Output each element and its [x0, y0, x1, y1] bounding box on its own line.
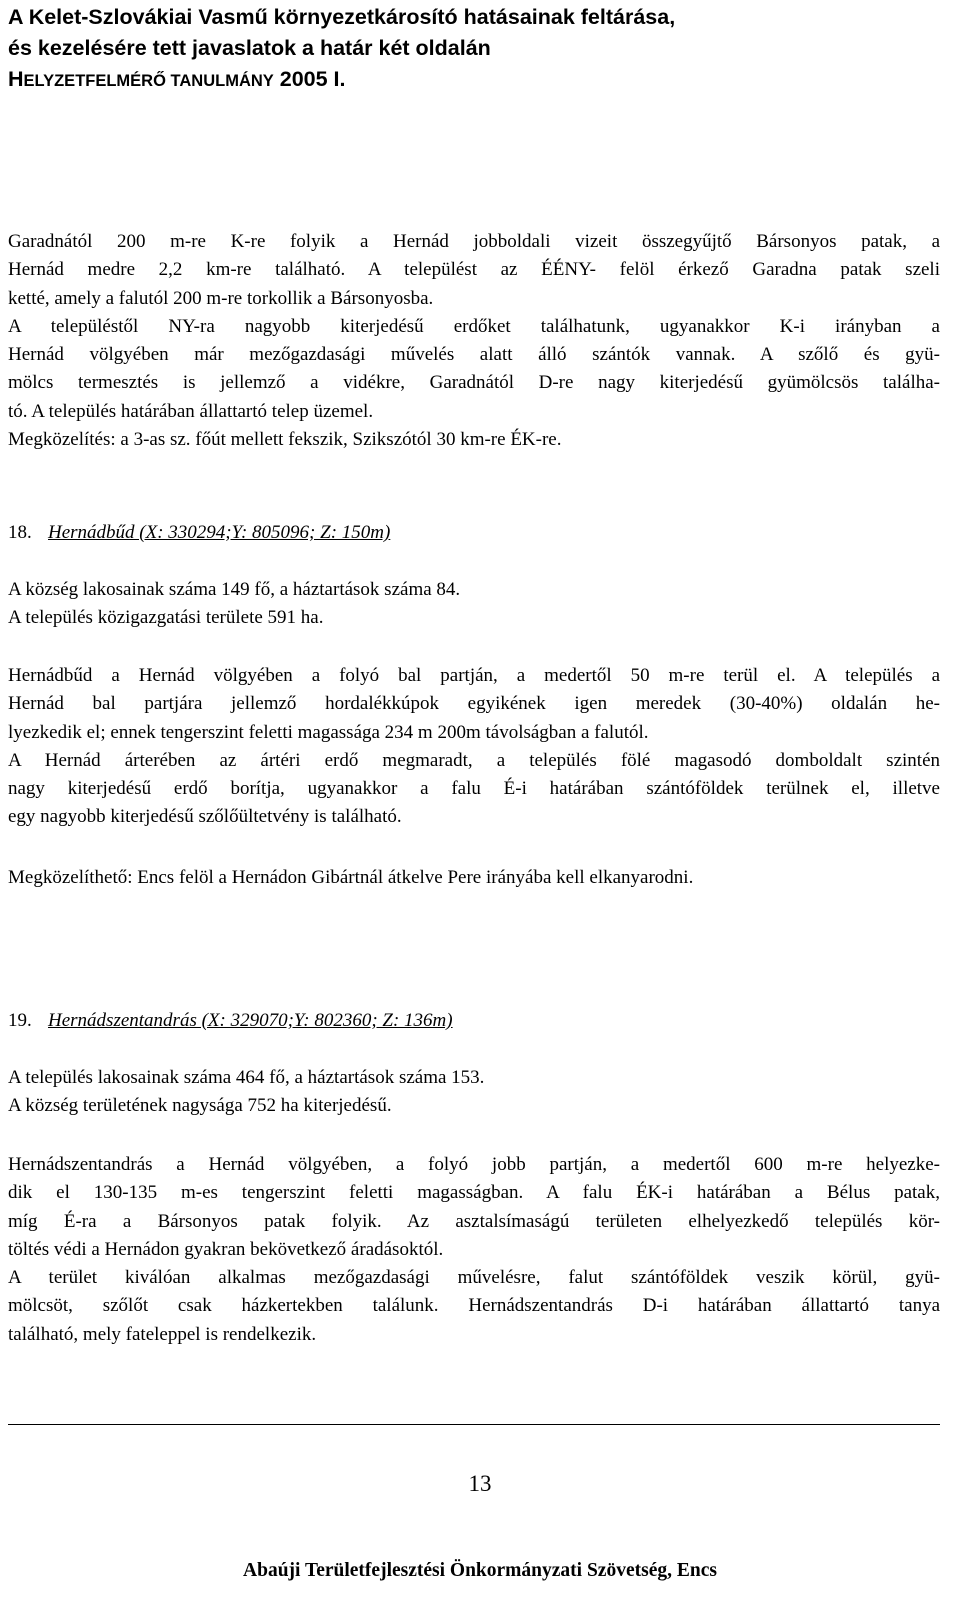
- text-line: ketté, amely a falutól 200 m-re torkollik a Bársonyosba.: [8, 287, 434, 309]
- section-number: 18.: [8, 522, 32, 543]
- text-line: A településtől NY-ra nagyobb kiterjedésű erdőket találhatunk, ugyanakkor K-i irányban a: [8, 315, 940, 337]
- text-line: Megközelíthető: Encs felöl a Hernádon Gibártnál átkelve Pere irányába kell elkanyarodni.: [8, 867, 694, 888]
- text-line: míg É-ra a Bársonyos patak folyik. Az asztalsímaságú területen elhelyezkedő település kör-: [8, 1210, 940, 1232]
- text-line: található, mely fateleppel is rendelkezik.: [8, 1323, 317, 1345]
- text-line: Hernád bal partjára jellemző hordalékkúpok egyikének igen meredek (30-40%) oldalán he-: [8, 693, 940, 715]
- section-19-description: [8, 1151, 940, 1349]
- section-heading-18: [8, 519, 390, 547]
- text-line: A terület kiválóan alkalmas mezőgazdasági művelésre, falut szántóföldek veszik körül, gyü-: [8, 1267, 940, 1289]
- text-line: Hernádszentandrás a Hernád völgyében, a folyó jobb partján, a medertől 600 m-re helyezke-: [8, 1154, 940, 1175]
- text-line: mölcs termesztés is jellemző a vidékre, Garadnától D-re nagy kiterjedésű gyümölcsös találha-: [8, 372, 940, 394]
- document-header: [8, 2, 948, 97]
- text-line: dik el 130-135 m-es tengerszint feletti magasságban. A falu ÉK-i határában a Bélus patak,: [8, 1182, 940, 1204]
- text-line: A község lakosainak száma 149 fő, a háztartások száma 84.: [8, 579, 461, 600]
- text-line: Hernádbűd a Hernád völgyében a folyó bal partján, a medertől 50 m-re terül el. A település a: [8, 665, 940, 686]
- section-19-stats: [8, 1064, 940, 1121]
- header-subtitle: HELYZETFELMÉRŐ TANULMÁNY 2005 I.: [8, 67, 346, 91]
- section-number: 19.: [8, 1010, 32, 1031]
- section-heading-19: [8, 1007, 453, 1035]
- header-title-line2: és kezelésére tett javaslatok a határ két oldalán: [8, 36, 491, 60]
- section-18-description: [8, 662, 940, 832]
- intro-paragraph: [8, 228, 940, 454]
- footer-divider: [8, 1424, 940, 1425]
- text-line: lyezkedik el; ennek tengerszint feletti magassága 234 m 200m távolságban a falutól.: [8, 721, 649, 743]
- text-line: Hernád medre 2,2 km-re található. A települést az ÉÉNY- felöl érkező Garadna patak szeli: [8, 259, 940, 281]
- text-line: A település lakosainak száma 464 fő, a háztartások száma 153.: [8, 1067, 485, 1088]
- header-title-line1: A Kelet-Szlovákiai Vasmű környezetkárosító hatásainak feltárása,: [8, 5, 676, 29]
- section-title: Hernádbűd (X: 330294;Y: 805096; Z: 150m): [48, 522, 391, 543]
- text-line: A község területének nagysága 752 ha kiterjedésű.: [8, 1095, 392, 1117]
- text-line: nagy kiterjedésű erdő borítja, ugyanakkor a falu É-i határában szántóföldek terülnek el, illetve: [8, 778, 940, 800]
- text-line: töltés védi a Hernádon gyakran bekövetkező áradásoktól.: [8, 1238, 444, 1260]
- page-footer: Abaúji Területfejlesztési Önkormányzati Szövetség, Encs: [243, 1560, 717, 1581]
- text-line: Megközelítés: a 3-as sz. főút mellett fekszik, Szikszótól 30 km-re ÉK-re.: [8, 429, 562, 451]
- section-title: Hernádszentandrás (X: 329070;Y: 802360; Z: 136m): [48, 1010, 453, 1031]
- text-line: Hernád völgyében már mezőgazdasági művelés alatt álló szántók vannak. A szőlő és gyü-: [8, 344, 940, 366]
- text-line: Garadnától 200 m-re K-re folyik a Hernád jobboldali vizeit összegyűjtő Bársonyos patak, a: [8, 231, 940, 252]
- text-line: A Hernád árterében az ártéri erdő megmaradt, a település fölé magasodó domboldalt szintén: [8, 749, 940, 771]
- text-line: egy nagyobb kiterjedésű szőlőültetvény is található.: [8, 806, 402, 828]
- text-line: mölcsöt, szőlőt csak házkertekben találunk. Hernádszentandrás D-i határában állattartó tanya: [8, 1295, 940, 1317]
- page-number: 13: [468, 1471, 492, 1496]
- text-line: A település közigazgatási területe 591 ha.: [8, 607, 324, 629]
- section-18-stats: [8, 576, 940, 633]
- text-line: tó. A település határában állattartó telep üzemel.: [8, 400, 374, 422]
- section-18-access: [8, 864, 940, 892]
